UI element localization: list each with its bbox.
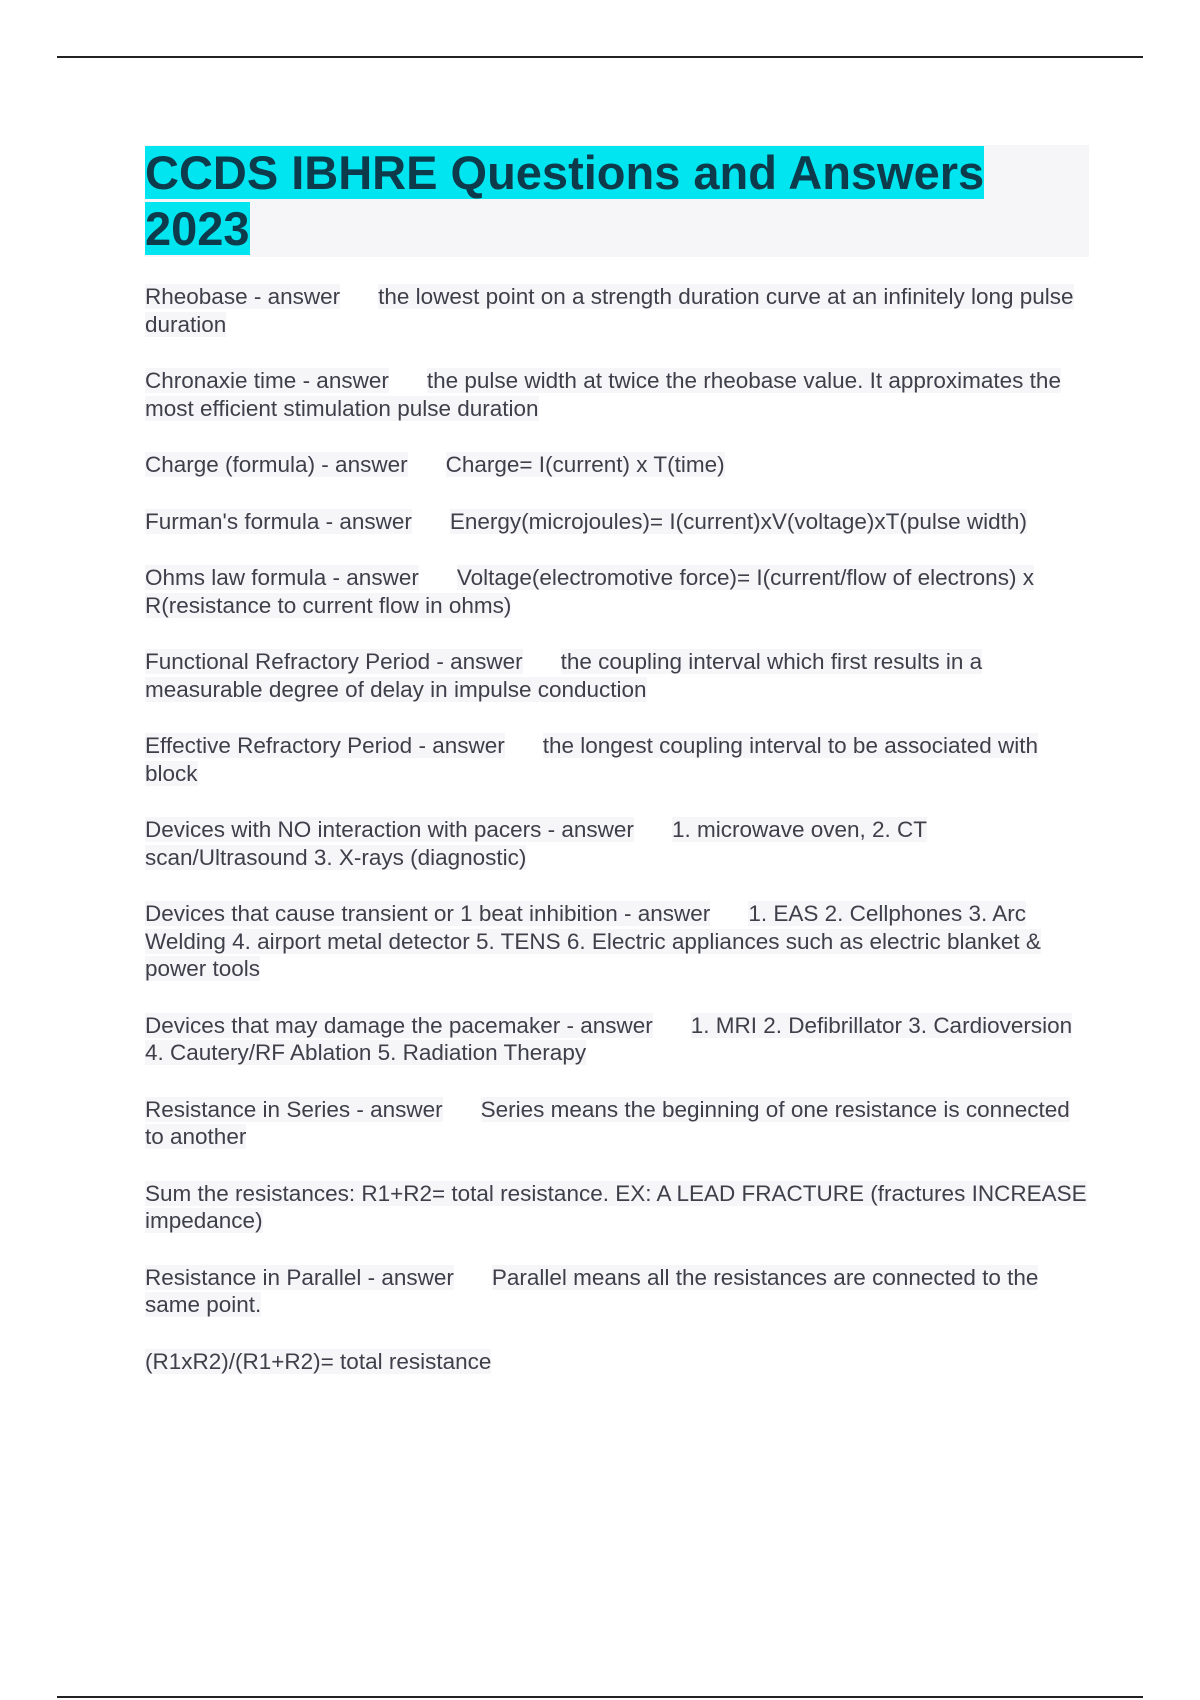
page-title	[145, 145, 1089, 257]
qa-item	[145, 508, 1089, 536]
question-text: Devices that may damage the pacemaker - answer	[145, 1012, 653, 1038]
question-text: Effective Refractory Period - answer	[145, 733, 505, 758]
answer-text: 1. microwave oven, 2. CT scan/Ultrasound 3. X-rays (diagnostic)	[145, 817, 928, 870]
qa-note	[145, 1348, 1089, 1376]
document-body	[145, 145, 1089, 1404]
answer-text: Parallel means all the resistances are connected to the same point.	[145, 1264, 1039, 1317]
question-text: Chronaxie time - answer	[145, 368, 389, 393]
question-text: Resistance in Parallel - answer	[145, 1264, 454, 1290]
qa-item	[145, 451, 1089, 479]
qa-item	[145, 1264, 1089, 1319]
answer-text: the coupling interval which first results in a measurable degree of delay in impulse conduction	[145, 649, 983, 702]
question-text: Rheobase - answer	[145, 284, 341, 309]
qa-item	[145, 367, 1089, 422]
qa-note	[145, 1180, 1089, 1235]
qa-item	[145, 900, 1089, 983]
question-text: Resistance in Series - answer	[145, 1096, 443, 1122]
qa-item	[145, 648, 1089, 703]
title-text: CCDS IBHRE Questions and Answers 2023	[145, 146, 985, 255]
question-text: Furman's formula - answer	[145, 508, 412, 534]
qa-item	[145, 816, 1089, 871]
answer-text: Voltage(electromotive force)= I(current/flow of electrons) x R(resistance to current flow in ohms)	[145, 565, 1034, 618]
answer-text: Sum the resistances: R1+R2= total resistance. EX: A LEAD FRACTURE (fractures INCREASE impedance)	[145, 1180, 1087, 1233]
qa-item	[145, 283, 1089, 338]
top-divider	[57, 56, 1143, 58]
answer-text: the pulse width at twice the rheobase value. It approximates the most efficient stimulation pulse duration	[145, 368, 1061, 421]
qa-item	[145, 1012, 1089, 1067]
question-text: Functional Refractory Period - answer	[145, 649, 523, 674]
bottom-divider	[57, 1696, 1143, 1698]
answer-text: the lowest point on a strength duration curve at an infinitely long pulse duration	[145, 284, 1074, 337]
title-block	[145, 145, 1089, 257]
answer-text: the longest coupling interval to be associated with block	[145, 733, 1039, 786]
question-text: Devices with NO interaction with pacers - answer	[145, 817, 634, 842]
qa-item	[145, 732, 1089, 787]
qa-item	[145, 1096, 1089, 1151]
question-text: Charge (formula) - answer	[145, 452, 408, 477]
answer-text: 1. MRI 2. Defibrillator 3. Cardioversion 4. Cautery/RF Ablation 5. Radiation Therapy	[145, 1012, 1073, 1065]
answer-text: 1. EAS 2. Cellphones 3. Arc Welding 4. airport metal detector 5. TENS 6. Electric appliances such as electric blanket & power tools	[145, 901, 1041, 981]
answer-text: (R1xR2)/(R1+R2)= total resistance	[145, 1348, 492, 1374]
question-text: Ohms law formula - answer	[145, 565, 419, 590]
qa-item	[145, 564, 1089, 619]
question-text: Devices that cause transient or 1 beat inhibition - answer	[145, 901, 711, 926]
answer-text: Charge= I(current) x T(time)	[445, 452, 725, 477]
answer-text: Series means the beginning of one resistance is connected to another	[145, 1096, 1070, 1149]
answer-text: Energy(microjoules)= I(current)xV(voltage)xT(pulse width)	[449, 508, 1027, 534]
